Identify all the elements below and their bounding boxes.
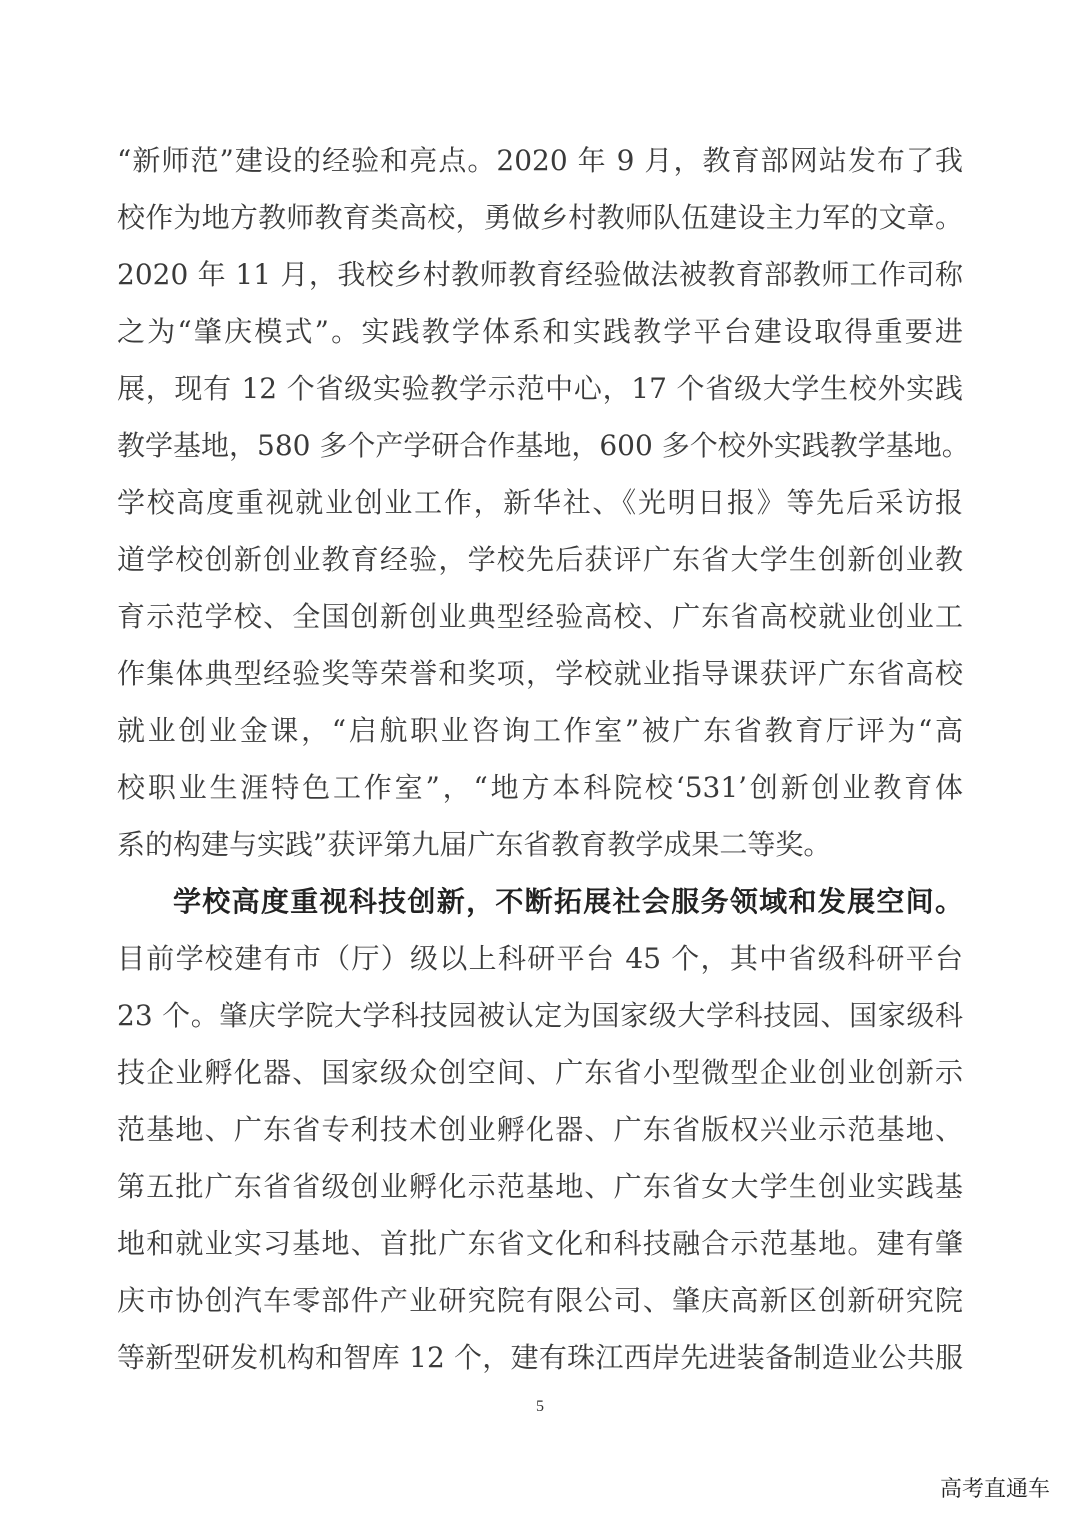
text-line: 之为“肇庆模式”。实践教学体系和实践教学平台建设取得重要进 <box>117 315 963 348</box>
text-line: 目前学校建有市（厅）级以上科研平台 45 个，其中省级科研平台 <box>117 942 963 975</box>
text-line: 庆市协创汽车零部件产业研究院有限公司、肇庆高新区创新研究院 <box>117 1284 963 1317</box>
text-line: “新师范”建设的经验和亮点。2020 年 9 月，教育部网站发布了我 <box>117 144 963 177</box>
text-line: 2020 年 11 月，我校乡村教师教育经验做法被教育部教师工作司称 <box>117 258 963 291</box>
text-line: 技企业孵化器、国家级众创空间、广东省小型微型企业创业创新示 <box>117 1056 963 1089</box>
document-body <box>117 132 970 1386</box>
text-line: 范基地、广东省专利技术创业孵化器、广东省版权兴业示范基地、 <box>117 1113 963 1146</box>
text-line: 教学基地，580 多个产学研合作基地，600 多个校外实践教学基地。 <box>117 429 970 462</box>
text-line: 系的构建与实践”获评第九届广东省教育教学成果二等奖。 <box>117 828 832 861</box>
text-line: 就业创业金课，“启航职业咨询工作室”被广东省教育厅评为“高 <box>117 714 963 747</box>
text-line: 23 个。肇庆学院大学科技园被认定为国家级大学科技园、国家级科 <box>117 999 963 1032</box>
text-line: 道学校创新创业教育经验，学校先后获评广东省大学生创新创业教 <box>117 543 963 576</box>
text-line: 校作为地方教师教育类高校，勇做乡村教师队伍建设主力军的文章。 <box>117 201 963 234</box>
text-line: 等新型研发机构和智库 12 个，建有珠江西岸先进装备制造业公共服 <box>117 1341 963 1374</box>
watermark: 高考直通车 <box>939 1477 1050 1502</box>
text-line: 校职业生涯特色工作室”，“地方本科院校‘531’创新创业教育体 <box>117 771 963 804</box>
text-line: 地和就业实习基地、首批广东省文化和科技融合示范基地。建有肇 <box>117 1227 963 1260</box>
text-line: 学校高度重视就业创业工作，新华社、《光明日报》等先后采访报 <box>117 486 963 519</box>
paragraph-heading-line: 学校高度重视科技创新，不断拓展社会服务领域和发展空间。 <box>173 885 963 918</box>
page-number: 5 <box>536 1398 544 1415</box>
text-line: 第五批广东省省级创业孵化示范基地、广东省女大学生创业实践基 <box>117 1170 963 1203</box>
text-line: 作集体典型经验奖等荣誉和奖项，学校就业指导课获评广东省高校 <box>117 657 963 690</box>
text-line: 育示范学校、全国创新创业典型经验高校、广东省高校就业创业工 <box>117 600 963 633</box>
text-line: 展，现有 12 个省级实验教学示范中心，17 个省级大学生校外实践 <box>117 372 963 405</box>
